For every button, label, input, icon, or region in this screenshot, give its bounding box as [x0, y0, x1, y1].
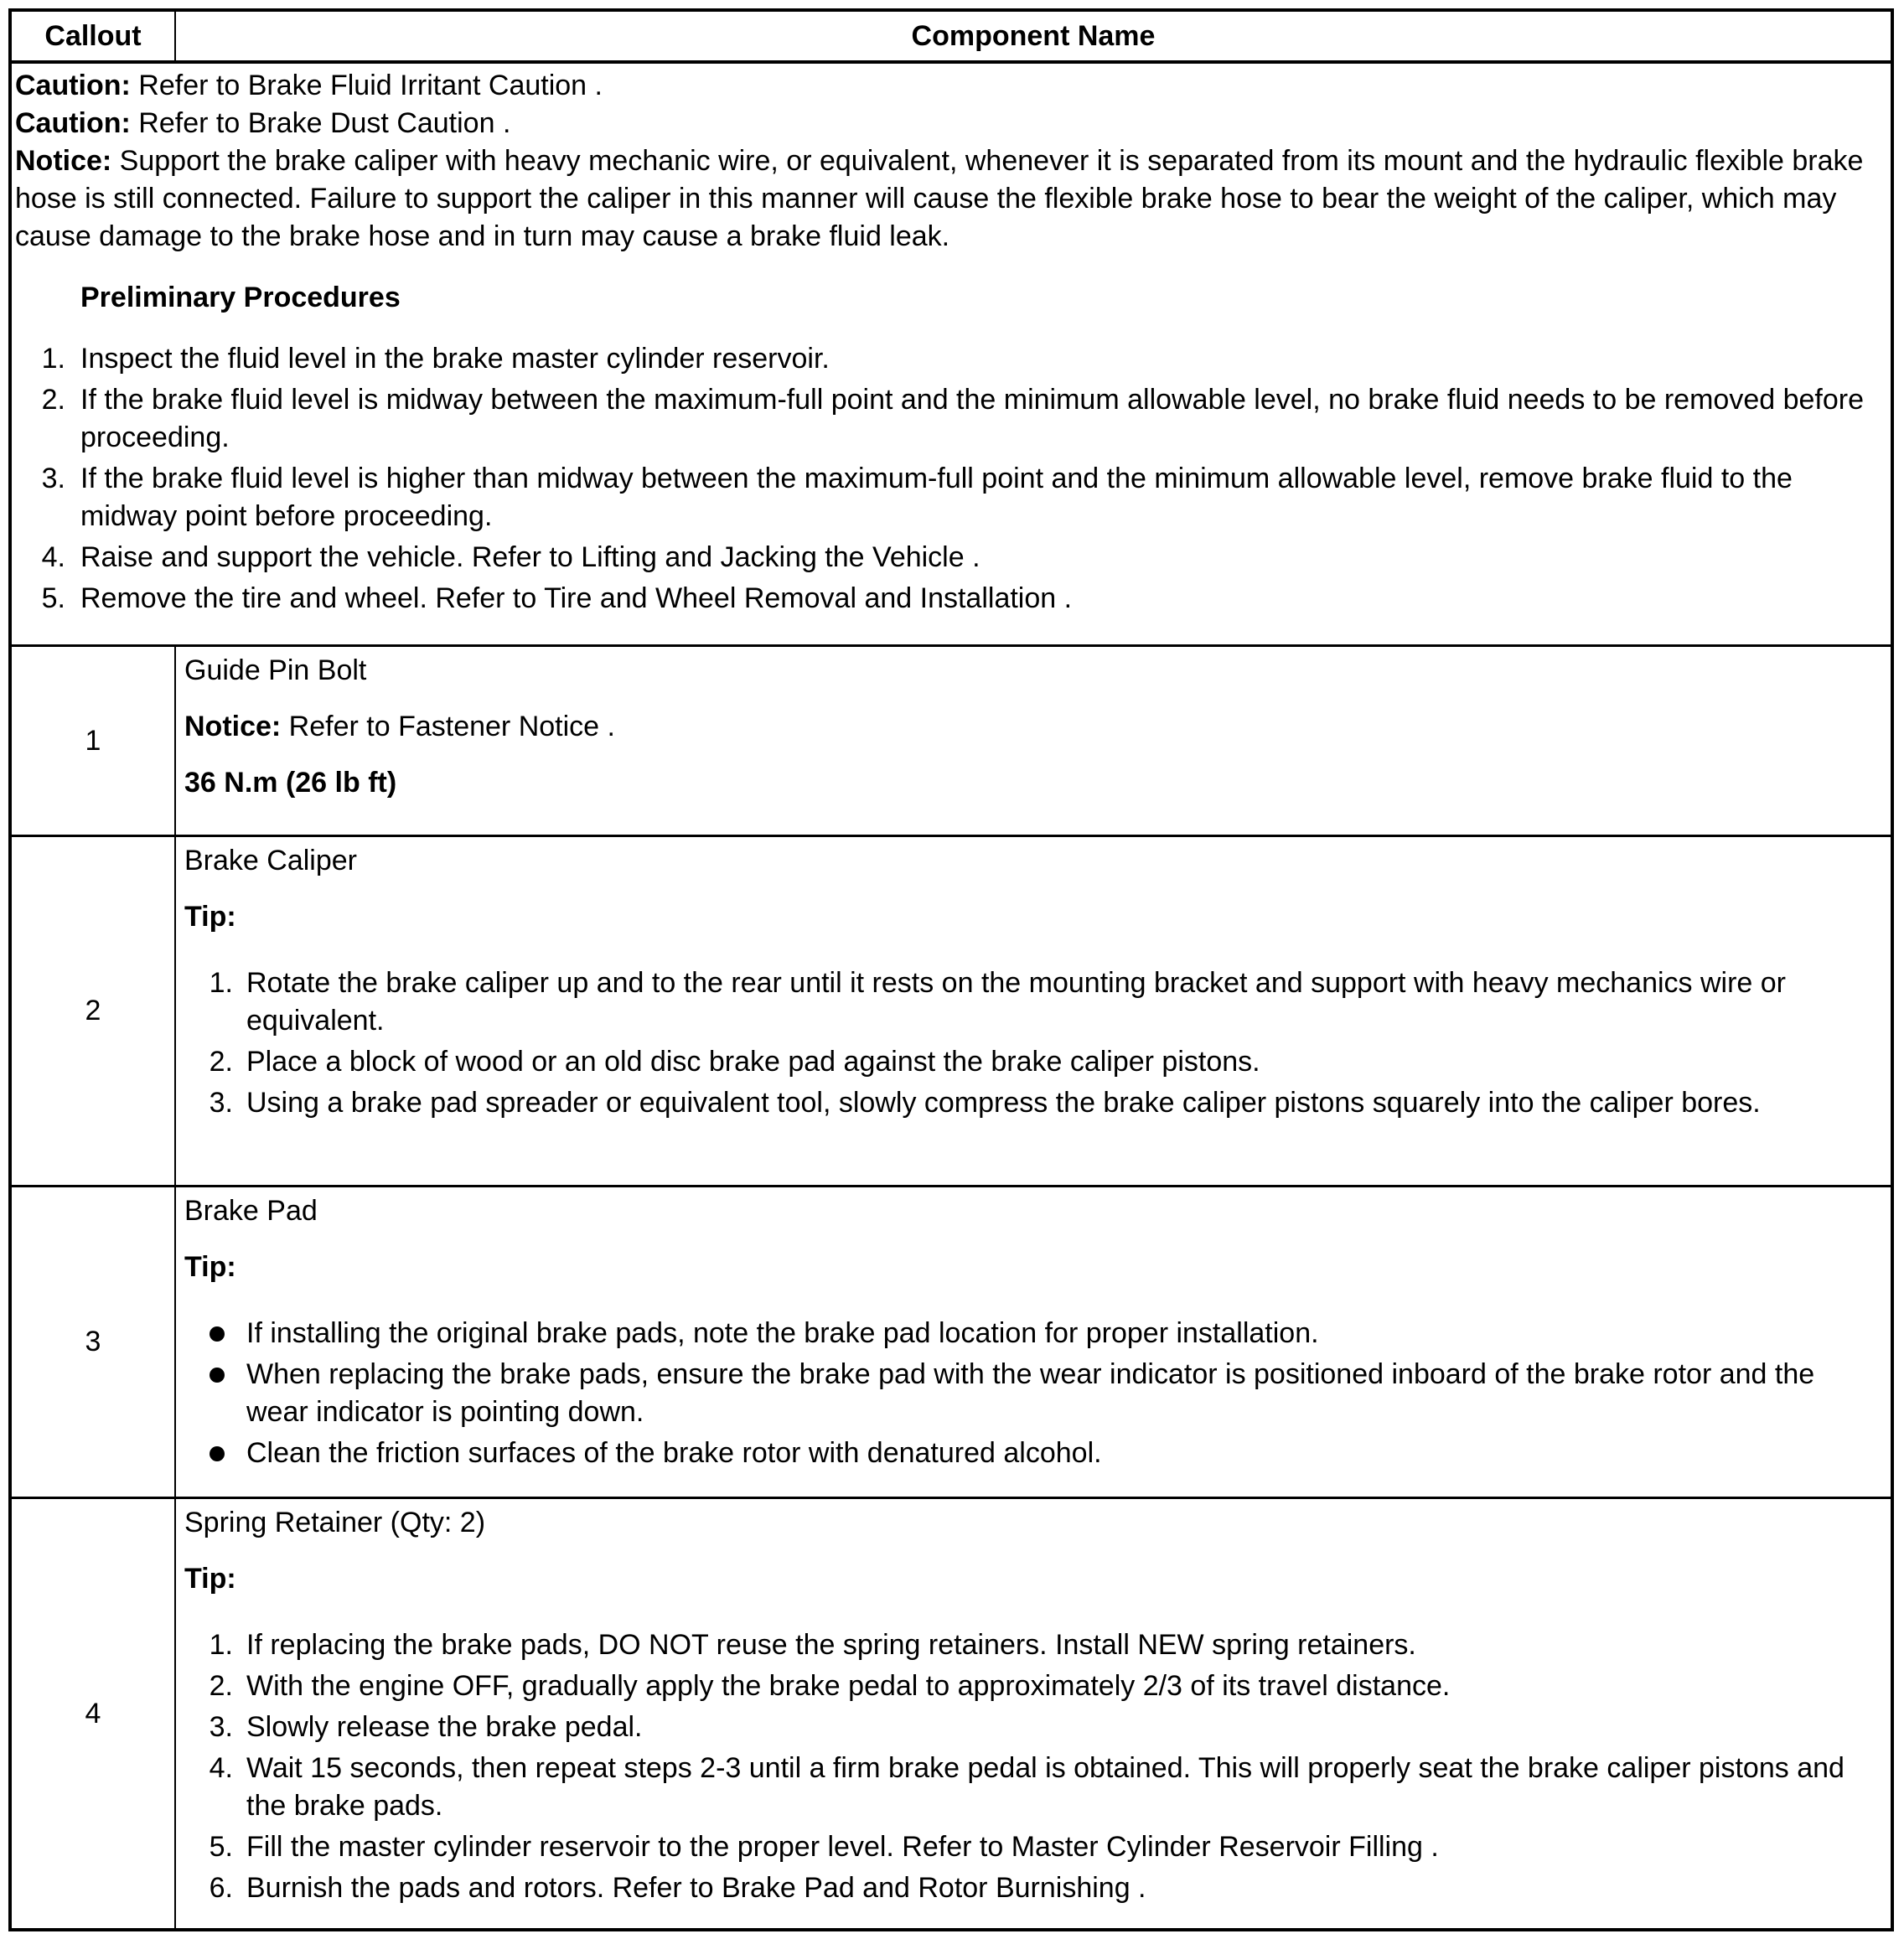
component-name: Spring Retainer (Qty: 2) — [184, 1507, 486, 1538]
fastener-notice — [184, 708, 1882, 746]
tip-bullets-list — [184, 1315, 1882, 1472]
bullet-icon — [210, 1326, 225, 1342]
step-number: 3. — [41, 463, 65, 494]
notes-section — [12, 64, 1891, 647]
tip-label: Tip: — [184, 1251, 236, 1283]
list-item — [184, 1709, 1882, 1746]
component-name: Brake Caliper — [184, 845, 357, 876]
list-item — [184, 1315, 1882, 1352]
bullet-text: Clean the friction surfaces of the brake rotor with denatured alcohol. — [246, 1437, 1102, 1469]
notice-label: Notice: — [15, 145, 112, 177]
step-text: Inspect the fluid level in the brake master cylinder reservoir. — [80, 343, 830, 375]
notice-label: Notice: — [184, 711, 282, 742]
step-text: With the engine OFF, gradually apply the brake pedal to approximately 2/3 of its travel distance. — [246, 1670, 1451, 1702]
list-item — [15, 539, 1891, 577]
tip-steps-list — [184, 1626, 1882, 1907]
step-number: 3. — [209, 1711, 233, 1743]
list-item — [184, 1435, 1882, 1472]
component-cell — [176, 1499, 1891, 1911]
component-cell — [176, 647, 1891, 811]
step-text: Place a block of wood or an old disc brake pad against the brake caliper pistons. — [246, 1046, 1260, 1078]
step-number: 1. — [209, 967, 233, 999]
list-item — [15, 381, 1891, 457]
list-item — [184, 1750, 1882, 1825]
step-text: If the brake fluid level is midway between the maximum-full point and the minimum allowable level, no brake fluid needs to be removed before proceeding. — [80, 384, 1864, 453]
step-number: 3. — [209, 1087, 233, 1119]
preliminary-procedures-title: Preliminary Procedures — [80, 282, 401, 313]
step-text: Burnish the pads and rotors. Refer to Brake Pad and Rotor Burnishing . — [246, 1872, 1146, 1904]
tip-label: Tip: — [184, 1563, 236, 1595]
preliminary-steps-list — [15, 340, 1891, 618]
list-item — [184, 1043, 1882, 1081]
step-text: Using a brake pad spreader or equivalent tool, slowly compress the brake caliper pistons squarely into the caliper bores. — [246, 1087, 1761, 1119]
table-row-brake-pad — [12, 1187, 1891, 1499]
component-name: Guide Pin Bolt — [184, 654, 367, 686]
list-item — [15, 580, 1891, 618]
step-number: 6. — [209, 1872, 233, 1904]
step-text: Fill the master cylinder reservoir to the proper level. Refer to Master Cylinder Reservoir Filling . — [246, 1831, 1439, 1863]
list-item — [184, 1668, 1882, 1705]
component-name: Brake Pad — [184, 1195, 318, 1227]
list-item — [184, 964, 1882, 1040]
step-text: Wait 15 seconds, then repeat steps 2-3 until a firm brake pedal is obtained. This will properly seat the brake caliper pistons and the brake pads. — [246, 1752, 1844, 1822]
bullet-text: When replacing the brake pads, ensure the brake pad with the wear indicator is positioned inboard of the brake rotor and the wear indicator is pointing down. — [246, 1358, 1815, 1428]
torque-spec: 36 N.m (26 lb ft) — [184, 767, 397, 799]
component-cell — [176, 1187, 1891, 1476]
callout-number: 1 — [12, 647, 176, 835]
table-row-brake-caliper — [12, 837, 1891, 1187]
bullet-text: If installing the original brake pads, note the brake pad location for proper installation. — [246, 1317, 1319, 1349]
table-row-spring-retainer — [12, 1499, 1891, 1928]
table-row-guide-pin-bolt — [12, 647, 1891, 837]
tip-steps-list — [184, 964, 1882, 1122]
list-item — [184, 1828, 1882, 1866]
bullet-icon — [210, 1446, 225, 1461]
step-number: 4. — [41, 541, 65, 573]
notice-support-caliper — [15, 142, 1891, 256]
callout-number: 4 — [12, 1499, 176, 1928]
bullet-icon — [210, 1368, 225, 1383]
caution-label: Caution: — [15, 70, 131, 101]
notice-text: Support the brake caliper with heavy mechanic wire, or equivalent, whenever it is separated from its mount and the hydraulic flexible brake hose is still connected. Failure to support the caliper in this manner will cause the flexible brake hose to bear the weight of the caliper, which may cause damage to the brake hose and in turn may cause a brake fluid leak. — [15, 145, 1864, 252]
header-component-name: Component Name — [911, 20, 1156, 52]
list-item — [184, 1084, 1882, 1122]
step-text: If the brake fluid level is higher than midway between the maximum-full point and the minimum allowable level, remove brake fluid to the midway point before proceeding. — [80, 463, 1793, 532]
step-text: Remove the tire and wheel. Refer to Tire and Wheel Removal and Installation . — [80, 582, 1073, 614]
tip-label: Tip: — [184, 901, 236, 933]
step-number: 4. — [209, 1752, 233, 1784]
step-text: Rotate the brake caliper up and to the rear until it rests on the mounting bracket and support with heavy mechanics wire or equivalent. — [246, 967, 1786, 1037]
list-item — [15, 460, 1891, 535]
header-callout: Callout — [12, 12, 176, 60]
callout-number: 2 — [12, 837, 176, 1185]
step-number: 5. — [209, 1831, 233, 1863]
caution-label: Caution: — [15, 107, 131, 139]
step-number: 2. — [41, 384, 65, 416]
step-number: 5. — [41, 582, 65, 614]
component-cell — [176, 837, 1891, 1125]
caution-brake-dust — [15, 105, 1891, 142]
caution-brake-fluid — [15, 67, 1891, 105]
step-text: Raise and support the vehicle. Refer to Lifting and Jacking the Vehicle . — [80, 541, 980, 573]
list-item — [15, 340, 1891, 378]
component-table — [8, 8, 1894, 1931]
step-text: If replacing the brake pads, DO NOT reuse the spring retainers. Install NEW spring retainers. — [246, 1629, 1416, 1661]
caution-text: Refer to Brake Fluid Irritant Caution . — [130, 70, 603, 101]
table-header — [12, 12, 1891, 64]
step-number: 2. — [209, 1046, 233, 1078]
step-number: 1. — [209, 1629, 233, 1661]
list-item — [184, 1869, 1882, 1907]
step-text: Slowly release the brake pedal. — [246, 1711, 643, 1743]
step-number: 1. — [41, 343, 65, 375]
list-item — [184, 1356, 1882, 1431]
list-item — [184, 1626, 1882, 1664]
notice-text: Refer to Fastener Notice . — [281, 711, 615, 742]
callout-number: 3 — [12, 1187, 176, 1497]
caution-text: Refer to Brake Dust Caution . — [130, 107, 511, 139]
step-number: 2. — [209, 1670, 233, 1702]
